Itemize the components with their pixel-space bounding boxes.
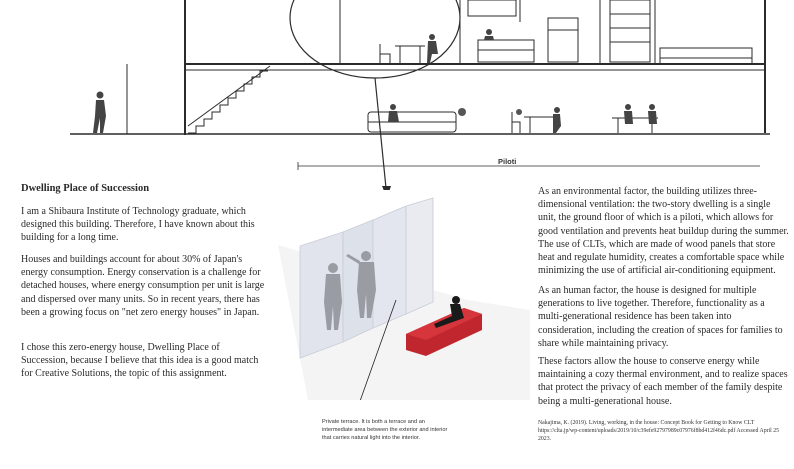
piloti-dimension-label: Piloti: [498, 157, 517, 166]
left-paragraph-1: I am a Shibaura Institute of Technology graduate, which designed this building. Therefore, I have known about this building for a long time.: [21, 206, 255, 244]
citation: Nakajima, K. (2019). Living, working, in the house: Concept Book for Getting to Know CLT https://clta.jp/wp-content/uploads/2019/10/c39efe92797989c07976f8bd412f46dc.pdf Accessed April 25 2023.: [538, 420, 780, 442]
right-paragraph-1: As an environmental factor, the building utilizes three-dimensional ventilation: the two-story dwelling is a single unit, the ground floor of which is a piloti, which allows for good ventilation and prevents heat buildup during the summer. The use of CLTs, which are made of wood panels that store heat and regulate humidity, creates a comfortable space while minimizing the use of artificial air-conditioning equipment.: [538, 186, 789, 277]
section-drawing: [0, 0, 794, 200]
right-paragraph-3: These factors allow the house to conserve energy while maintaining a cozy thermal environment, and to realize spaces that protect the privacy of each member of the family despite being a multi-generational house.: [538, 356, 788, 407]
article-title: Dwelling Place of Succession: [21, 183, 150, 194]
terrace-caption: Private terrace. It is both a terrace and an intermediate area between the exterior and interior that carries natural light into the interior.: [322, 419, 448, 441]
terrace-render: [268, 190, 534, 400]
right-paragraph-2: As an human factor, the house is designed for multiple generations to live together. Therefore, functionality as a multi-generational residence has been taken into consideration, including the creation of spaces for families to share while maintaining privacy.: [538, 285, 783, 349]
left-paragraph-3: I chose this zero-energy house, Dwelling Place of Succession, because I believe that this idea is a good match for Creative Solutions, the topic of this assignment.: [21, 342, 259, 380]
left-paragraph-2: Houses and buildings account for about 30% of Japan's energy consumption. Energy conservation is a challenge for detached houses, where energy consumption per unit is large and dispersed over many units. So in recent years, there has been a growing focus on "net zero energy houses" in Japan.: [21, 254, 265, 318]
